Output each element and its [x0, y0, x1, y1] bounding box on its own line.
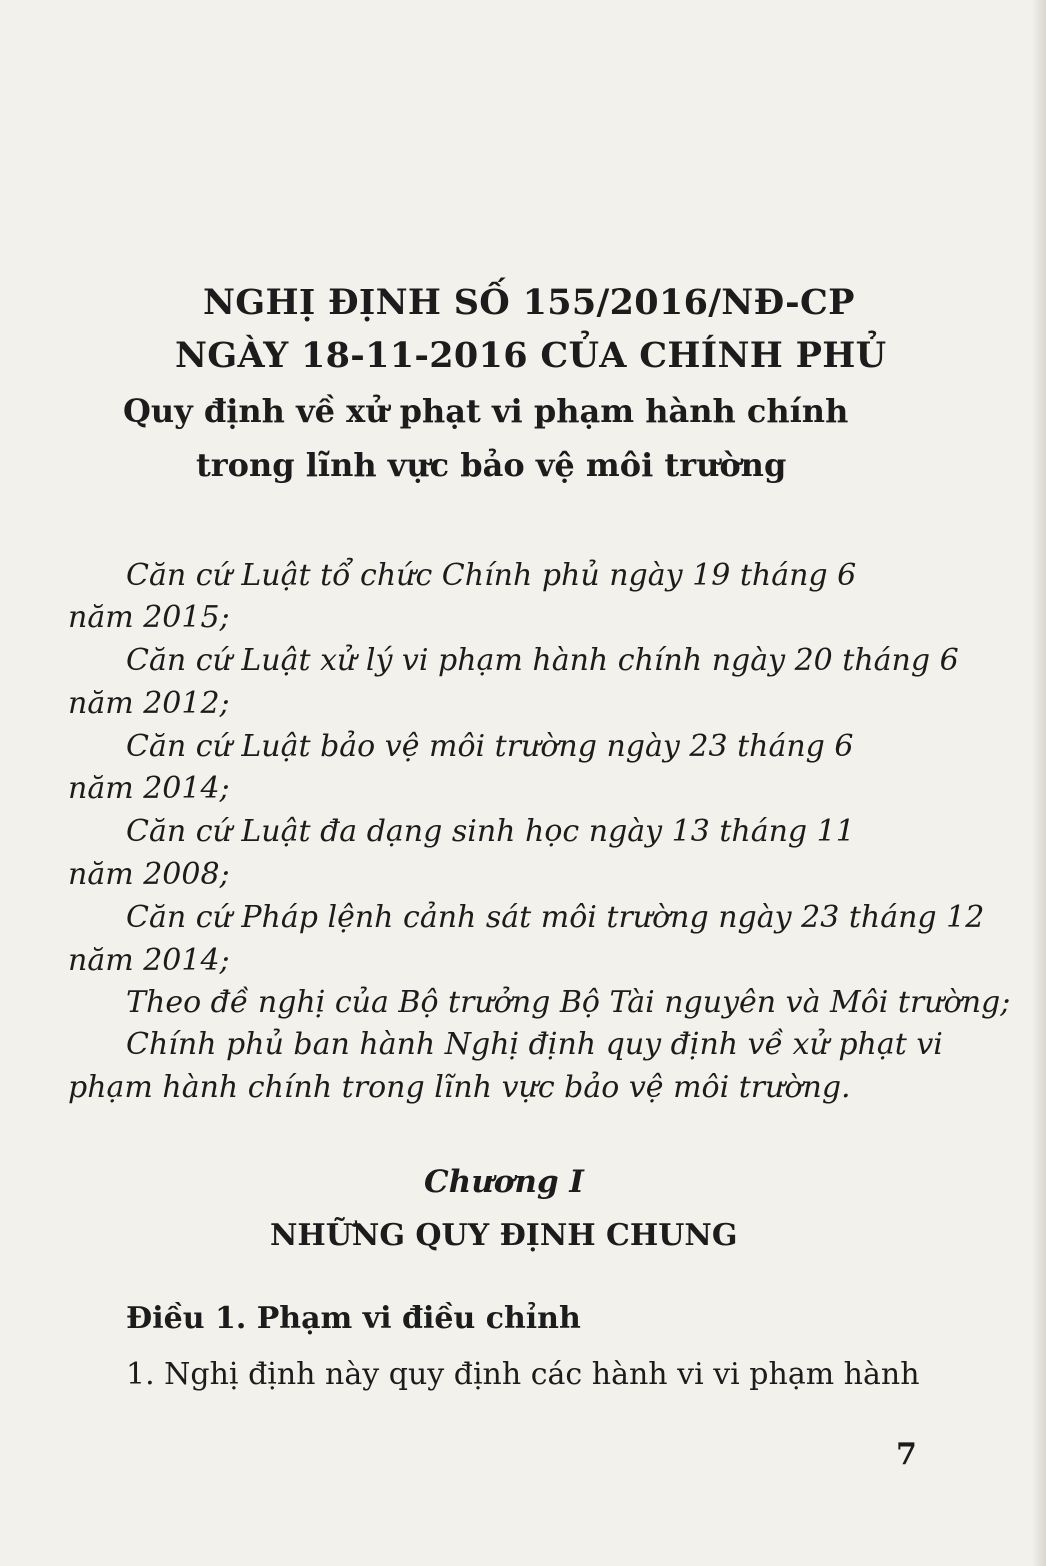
preamble-line: Căn cứ Luật đa dạng sinh học ngày 13 tháng 11 — [126, 814, 855, 849]
preamble-line: năm 2014; — [68, 771, 230, 806]
decree-subtitle-line-1: Quy định về xử phạt vi phạm hành chính — [123, 392, 849, 430]
page-number: 7 — [896, 1437, 917, 1472]
preamble-line: năm 2012; — [68, 686, 230, 721]
preamble-line: năm 2015; — [68, 600, 230, 635]
article-first-line: 1. Nghị định này quy định các hành vi vi phạm hành — [126, 1357, 920, 1392]
decree-subtitle-line-2: trong lĩnh vực bảo vệ môi trường — [196, 446, 787, 484]
preamble-line: Căn cứ Luật tổ chức Chính phủ ngày 19 tháng 6 — [126, 558, 857, 593]
decree-title-line-2: NGÀY 18-11-2016 CỦA CHÍNH PHỦ — [175, 335, 887, 376]
preamble-line: năm 2014; — [68, 943, 230, 978]
chapter-title: NHỮNG QUY ĐỊNH CHUNG — [270, 1218, 738, 1253]
chapter-number: Chương I — [424, 1164, 584, 1200]
preamble-line: Căn cứ Luật bảo vệ môi trường ngày 23 tháng 6 — [126, 729, 854, 764]
preamble-line: Theo đề nghị của Bộ trưởng Bộ Tài nguyên và Môi trường; — [126, 985, 1011, 1020]
article-heading: Điều 1. Phạm vi điều chỉnh — [126, 1301, 581, 1336]
preamble-line: năm 2008; — [68, 857, 230, 892]
preamble-line: Chính phủ ban hành Nghị định quy định về xử phạt vi — [126, 1027, 943, 1062]
decree-title-line-1: NGHỊ ĐỊNH SỐ 155/2016/NĐ-CP — [203, 282, 855, 323]
page-edge-shadow — [1032, 0, 1046, 1566]
preamble-line: Căn cứ Pháp lệnh cảnh sát môi trường ngày 23 tháng 12 — [126, 900, 985, 935]
preamble-line: Căn cứ Luật xử lý vi phạm hành chính ngày 20 tháng 6 — [126, 643, 959, 678]
preamble-line: phạm hành chính trong lĩnh vực bảo vệ môi trường. — [68, 1070, 851, 1105]
